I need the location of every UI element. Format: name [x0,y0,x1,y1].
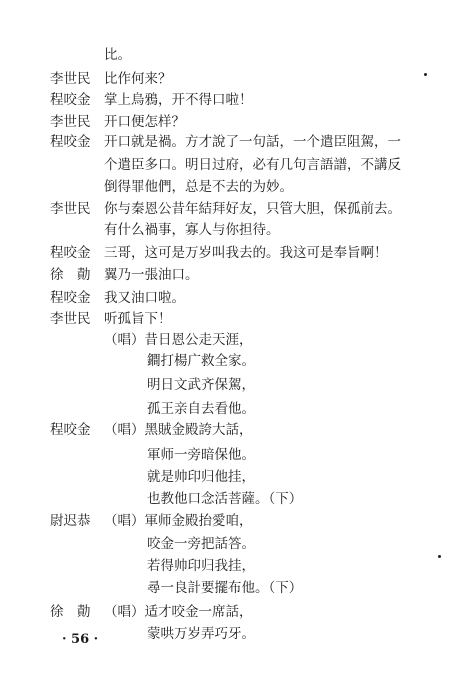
speaker-name: 徐 勣 [50,267,91,283]
dialogue-text: 开口便怎样？ [104,114,185,130]
dialogue-text: 若得帅印归我挂， [147,558,255,574]
speaker-name: 程咬金 [50,245,91,261]
speaker-name: 徐 勣 [50,604,91,620]
dialogue-text: 咬金一旁把話答。 [147,536,255,552]
dialogue-text: 蒙哄万岁弄巧牙。 [147,626,255,642]
dialogue-text: 掌上烏鴉，开不得口啦！ [104,92,253,108]
speaker-name: 程咬金 [50,92,91,108]
page-number: · 56 · [62,632,99,647]
dialogue-text: 也教他口念活菩薩。（下） [147,491,303,507]
dialogue-text: 倒得罪他們，总是不去的为妙。 [104,179,293,195]
speaker-name: 尉迟恭 [50,513,91,529]
dialogue-text: 明日文武齐保駕， [147,377,255,393]
dialogue-text: 个遣臣多口。明日过府，必有几句言語譜，不講反 [104,157,401,173]
speck-mark [424,73,427,76]
dialogue-text: 有什么禍事，寡人与你担待。 [104,222,280,238]
speaker-name: 李世民 [50,71,91,87]
dialogue-text: （唱）黑賊金殿誇大話， [104,422,253,438]
dialogue-text: 比作何来？ [104,71,172,87]
speaker-name: 程咬金 [50,422,91,438]
dialogue-text: （唱）昔日恩公走天涯， [104,332,253,348]
dialogue-text: 我又油口啦。 [104,290,185,306]
dialogue-text: 孤王亲自去看他。 [147,401,255,417]
speaker-name: 李世民 [50,311,91,327]
dialogue-text: 軍师一旁暗保他。 [147,447,255,463]
speck-mark [438,555,441,558]
dialogue-text: 翼乃一張油口。 [104,267,199,283]
dialogue-text: 比。 [104,47,131,63]
dialogue-text: 三哥，这可是万岁叫我去的。我这可是奉旨啊！ [104,245,388,261]
speaker-name: 程咬金 [50,134,91,150]
dialogue-text: （唱）适才咬金一席話， [104,604,253,620]
dialogue-text: 开口就是禍。方才說了一句話，一个遣臣阻駕，一 [104,134,401,150]
dialogue-text: （唱）軍师金殿抬愛咱， [104,513,253,529]
dialogue-text: 尋一良計要擺布他。（下） [147,580,303,596]
dialogue-text: 鐧打楊广救全家。 [147,353,255,369]
dialogue-text: 就是帅印归他挂， [147,469,255,485]
speaker-name: 李世民 [50,201,91,217]
speaker-name: 李世民 [50,114,91,130]
speaker-name: 程咬金 [50,290,91,306]
dialogue-text: 听孤旨下！ [104,311,172,327]
dialogue-text: 你与秦恩公昔年結拜好友，只管大胆，保孤前去。 [104,201,401,217]
